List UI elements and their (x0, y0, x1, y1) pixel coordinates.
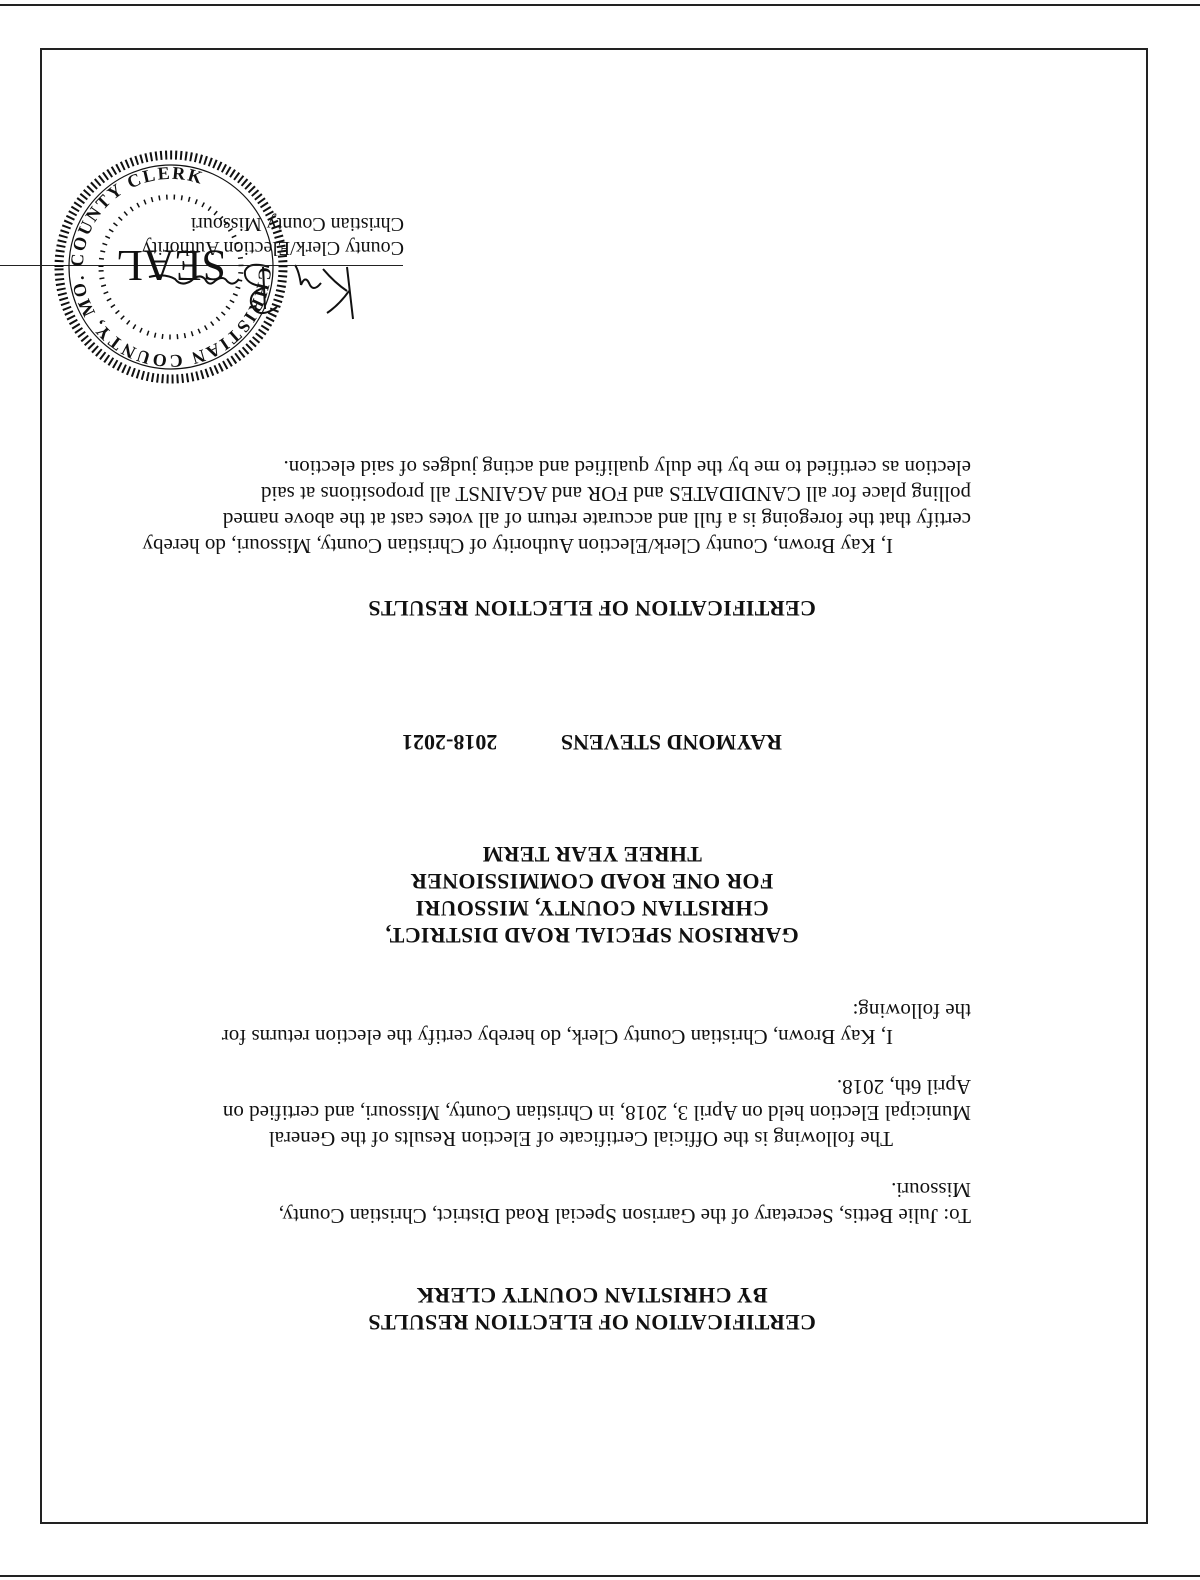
cert-line-2: certify that the foregoing is a full and accurate return of all votes cast at the above named (222, 508, 971, 532)
title-line-1: CERTIFICATION OF ELECTION RESULTS (368, 1310, 816, 1335)
office-line-2: CHRISTIAN COUNTY, MISSOURI (415, 896, 769, 921)
seal-center-text: SEAL (116, 241, 226, 290)
intro-line-1: The following is the Official Certificate of Election Results of the General (268, 1127, 893, 1151)
office-heading (38, 841, 1146, 949)
intro-paragraph (121, 1074, 971, 1152)
intro-line-3: April 6th, 2018. (836, 1075, 971, 1099)
certification-paragraph (121, 455, 971, 559)
scan-top-edge (0, 1575, 1200, 1577)
clerk-certify-paragraph (121, 998, 971, 1050)
certify-line-2: the following: (852, 999, 971, 1023)
office-line-1: GARRISON SPECIAL ROAD DISTRICT, (385, 923, 799, 948)
addressee-line-2: Missouri. (891, 1178, 971, 1202)
certify-line-1: I, Kay Brown, Christian County Clerk, do hereby certify the election returns for (221, 1025, 893, 1049)
addressee-paragraph (121, 1177, 971, 1229)
winner-term: 2018-2021 (402, 730, 498, 755)
seal-ring-text: CHRISTIAN COUNTY, MO. COUNTY CLERK (66, 162, 276, 372)
signer-title: County Clerk/Election Authority (141, 237, 404, 259)
cert-line-1: I, Kay Brown, County Clerk/Election Authority of Christian County, Missouri, do hereby (142, 534, 893, 558)
intro-line-2: Municipal Election held on April 3, 2018, in Christian County, Missouri, and certified on (222, 1101, 971, 1125)
addressee-line-1: To: Julie Bettis, Secretary of the Garrison Special Road District, Christian County, (278, 1204, 971, 1228)
certification-title: CERTIFICATION OF ELECTION RESULTS (368, 596, 816, 621)
cert-line-3: polling place for all CANDIDATES and FOR and AGAINST all propositions at said (260, 482, 971, 506)
document-title (38, 1282, 1146, 1336)
signer-county: Christian County Missouri (190, 213, 404, 235)
cert-line-4: election as certified to me by the duly qualified and acting judges of said election. (283, 456, 971, 480)
winner-name: RAYMOND STEVENS (560, 730, 782, 755)
office-line-4: THREE YEAR TERM (482, 842, 702, 867)
title-line-2: BY CHRISTIAN COUNTY CLERK (416, 1283, 768, 1308)
county-clerk-seal (51, 147, 291, 387)
page-border (40, 48, 1148, 1524)
office-line-3: FOR ONE ROAD COMMISSIONER (410, 869, 774, 894)
scan-bottom-edge (0, 4, 1200, 6)
winner-row (38, 729, 1146, 755)
